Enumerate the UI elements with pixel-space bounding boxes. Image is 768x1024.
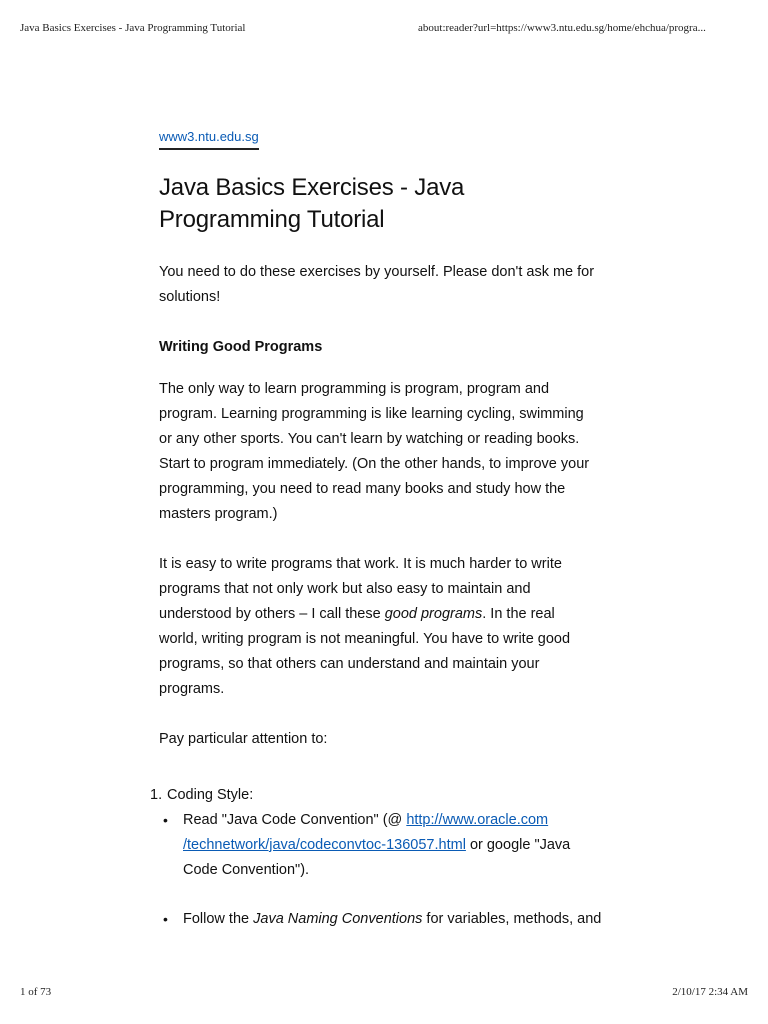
article-title-line-1: Java Basics Exercises - Java — [159, 174, 465, 201]
site-domain-link[interactable]: www3.ntu.edu.sg — [159, 129, 259, 150]
paragraph-1-line-6: masters program.) — [159, 506, 278, 522]
paragraph-1-line-3: or any other sports. You can't learn by watching or reading books. — [159, 431, 580, 447]
paragraph-2-line-1: It is easy to write programs that work. It is much harder to write — [159, 556, 562, 572]
paragraph-2-line-2: programs that not only work but also easy to maintain and — [159, 581, 531, 597]
paragraph-1 — [159, 377, 629, 527]
section-heading: Writing Good Programs — [159, 339, 323, 355]
reader-article — [150, 128, 629, 927]
paragraph-2-line-3-post: . In the real — [482, 606, 555, 622]
paragraph-1-line-4: Start to program immediately. (On the other hands, to improve your — [159, 456, 590, 472]
article-title-line-2: Programming Tutorial — [159, 206, 385, 233]
intro-line-1: You need to do these exercises by yourself. Please don't ask me for — [159, 264, 595, 280]
attention-paragraph: Pay particular attention to: — [159, 731, 328, 747]
page-count: 1 of 73 — [20, 986, 52, 998]
paragraph-2-line-4: world, writing program is not meaningful. You have to write good — [159, 631, 571, 647]
bullet-glyph: • — [163, 911, 168, 927]
bullet-1-pre: Read "Java Code Convention" (@ — [183, 812, 407, 828]
paragraph-2-line-3-pre: understood by others – I call these — [159, 606, 385, 622]
bullet-2-post: for variables, methods, and — [422, 911, 602, 927]
paragraph-2-line-5: programs, so that others can understand and maintain your — [159, 656, 540, 672]
paragraph-1-line-1: The only way to learn programming is program, program and — [159, 381, 550, 397]
bullet-2-text — [183, 907, 623, 932]
intro-paragraph — [159, 260, 629, 310]
bullet-1-post: or google "Java — [465, 837, 571, 853]
bullet-glyph: • — [163, 812, 168, 828]
paragraph-1-line-2: program. Learning programming is like learning cycling, swimming — [159, 406, 584, 422]
article-title — [159, 172, 629, 236]
bullet-1-text — [183, 808, 623, 883]
oracle-link-part-1[interactable]: http://www.oracle.com — [406, 812, 549, 828]
print-header-url: about:reader?url=https://www3.ntu.edu.sg/home/ehchua/progra... — [418, 22, 706, 34]
bullet-2-pre: Follow the — [183, 911, 254, 927]
paragraph-2-line-6: programs. — [159, 681, 225, 697]
naming-conventions-emphasis: Java Naming Conventions — [253, 911, 423, 927]
good-programs-emphasis: good programs — [384, 606, 483, 622]
list-item-label: Coding Style: — [167, 787, 254, 803]
list-number: 1. — [150, 787, 163, 803]
print-header-title: Java Basics Exercises - Java Programming Tutorial — [20, 22, 246, 34]
intro-line-2: solutions! — [159, 289, 221, 305]
paragraph-1-line-5: programming, you need to read many books and study how the — [159, 481, 566, 497]
oracle-link-part-2[interactable]: /technetwork/java/codeconvtoc-136057.html — [183, 837, 466, 853]
bullet-1-line-3: Code Convention"). — [183, 862, 310, 878]
print-datetime: 2/10/17 2:34 AM — [672, 986, 748, 998]
paragraph-2 — [159, 552, 629, 702]
